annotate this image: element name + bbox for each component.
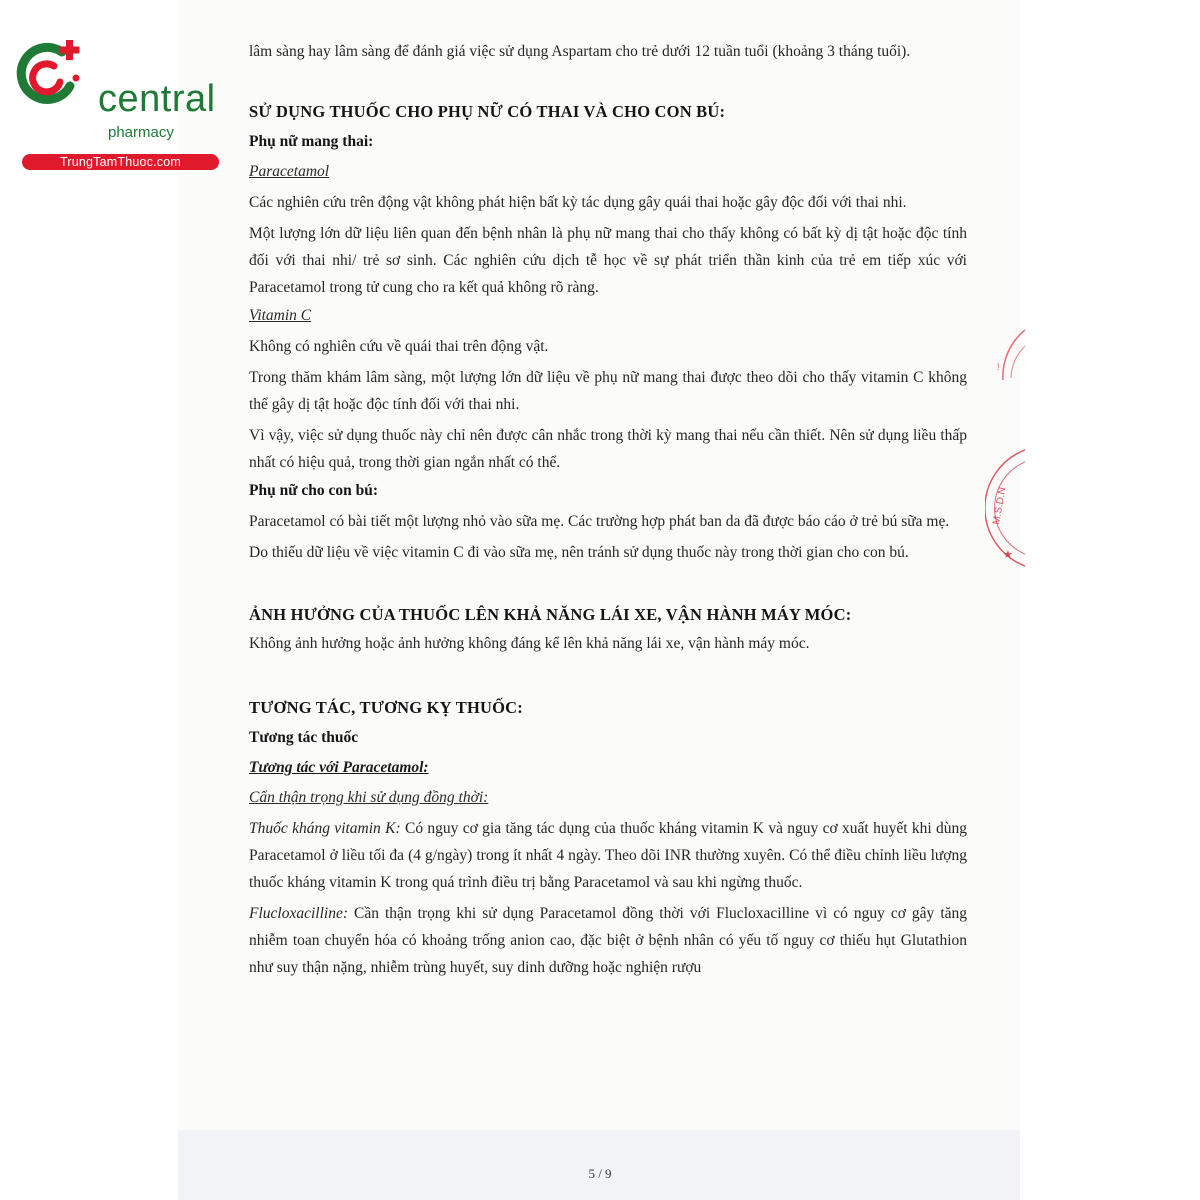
vitamin-c-label: Vitamin C [249, 307, 312, 324]
section-pregnancy-title: SỬ DỤNG THUỐC CHO PHỤ NỮ CÓ THAI VÀ CHO CON BÚ: [249, 102, 726, 121]
vitamin-k-antagonist-label: Thuốc kháng vitamin K: [249, 820, 401, 837]
driving-paragraph: Không ảnh hưởng hoặc ảnh hưởng không đáng kể lên khả năng lái xe, vận hành máy móc. [249, 635, 810, 652]
paracetamol-paragraph-1: Các nghiên cứu trên động vật không phát hiện bất kỳ tác dụng gây quái thai hoặc gây độc đối với thai nhi. [249, 194, 907, 211]
vitamin-c-paragraph-1: Không có nghiên cứu về quái thai trên động vật. [249, 338, 549, 355]
logo-subtitle: pharmacy [108, 124, 174, 141]
flucloxacilline-label: Flucloxacilline: [249, 905, 348, 922]
section-interactions-title: TƯƠNG TÁC, TƯƠNG KỴ THUỐC: [249, 698, 523, 717]
vitamin-c-paragraph-3: Vì vậy, việc sử dụng thuốc này chỉ nên được cân nhắc trong thời kỳ mang thai nếu cần thiết. Nên sử dụng liều thấp nhất có hiệu quả, trong thời gian ngắn nhất có thể. [249, 427, 967, 471]
page-number: 5 / 9 [588, 1166, 612, 1181]
vitamin-c-paragraph-2: Trong thăm khám lâm sàng, một lượng lớn dữ liệu về phụ nữ mang thai được theo dõi cho thấy vitamin C không thể gây dị tật hoặc độc tính đối với thai nhi. [249, 369, 967, 413]
logo-mark-icon [10, 36, 90, 116]
flucloxacilline-paragraph [249, 900, 967, 981]
central-pharmacy-logo[interactable] [10, 36, 216, 169]
logo-name: central [98, 78, 216, 120]
svg-text:M.S.D.N: M.S.D.N [991, 486, 1009, 526]
page-bottom-shade [178, 1130, 1020, 1200]
paracetamol-label: Paracetamol [249, 163, 330, 180]
vitamin-k-antagonist-paragraph [249, 815, 967, 896]
pregnant-women-heading: Phụ nữ mang thai: [249, 133, 374, 150]
caution-label: Cẩn thận trọng khi sử dụng đồng thời: [249, 789, 489, 806]
flucloxacilline-text: Cần thận trọng khi sử dụng Paracetamol đồng thời với Flucloxacilline vì có nguy cơ gây tăng nhiễm toan chuyển hóa có khoảng trống anion cao, đặc biệt ở bệnh nhân có yếu tố nguy cơ thiếu hụt Glutathion như suy thận nặng, nhiễm trùng huyết, suy dinh dưỡng hoặc nghiện rượu [249, 905, 967, 976]
breastfeeding-heading: Phụ nữ cho con bú: [249, 482, 379, 499]
document-body [249, 38, 967, 981]
svg-text:!: ! [997, 362, 1000, 372]
section-driving-title: ẢNH HƯỞNG CỦA THUỐC LÊN KHẢ NĂNG LÁI XE, VẬN HÀNH MÁY MÓC: [249, 605, 852, 624]
logo-site-link[interactable]: TrungTamThuoc.com [22, 154, 219, 170]
drug-interactions-heading: Tương tác thuốc [249, 729, 359, 746]
paracetamol-interactions-label: Tương tác với Paracetamol: [249, 759, 429, 776]
breastfeeding-paragraph-2: Do thiếu dữ liệu về việc vitamin C đi vào sữa mẹ, nên tránh sử dụng thuốc này trong thời gian cho con bú. [249, 544, 909, 561]
breastfeeding-paragraph-1: Paracetamol có bài tiết một lượng nhỏ vào sữa mẹ. Các trường hợp phát ban da đã được báo cáo ở trẻ bú sữa mẹ. [249, 513, 950, 530]
paracetamol-paragraph-2: Một lượng lớn dữ liệu liên quan đến bệnh nhân là phụ nữ mang thai cho thấy không có bất kỳ dị tật hoặc độc tính đối với thai nhi/ trẻ sơ sinh. Các nghiên cứu dịch tễ học về sự phát triển thần kinh của trẻ em tiếp xúc với Paracetamol trong tử cung cho ra kết quả không rõ ràng. [249, 225, 967, 296]
red-stamp-icon [985, 310, 1025, 600]
vitamin-k-antagonist-text: Có nguy cơ gia tăng tác dụng của thuốc kháng vitamin K và nguy cơ xuất huyết khi dùng Paracetamol ở liều tối đa (4 g/ngày) trong ít nhất 4 ngày. Theo dõi INR thường xuyên. Có thể điều chỉnh liều lượng thuốc kháng vitamin K trong quá trình điều trị bằng Paracetamol và sau khi ngừng thuốc. [249, 820, 967, 891]
intro-paragraph: lâm sàng hay lâm sàng để đánh giá việc sử dụng Aspartam cho trẻ dưới 12 tuần tuổi (khoảng 3 tháng tuổi). [249, 43, 911, 60]
svg-text:★: ★ [1003, 548, 1013, 561]
